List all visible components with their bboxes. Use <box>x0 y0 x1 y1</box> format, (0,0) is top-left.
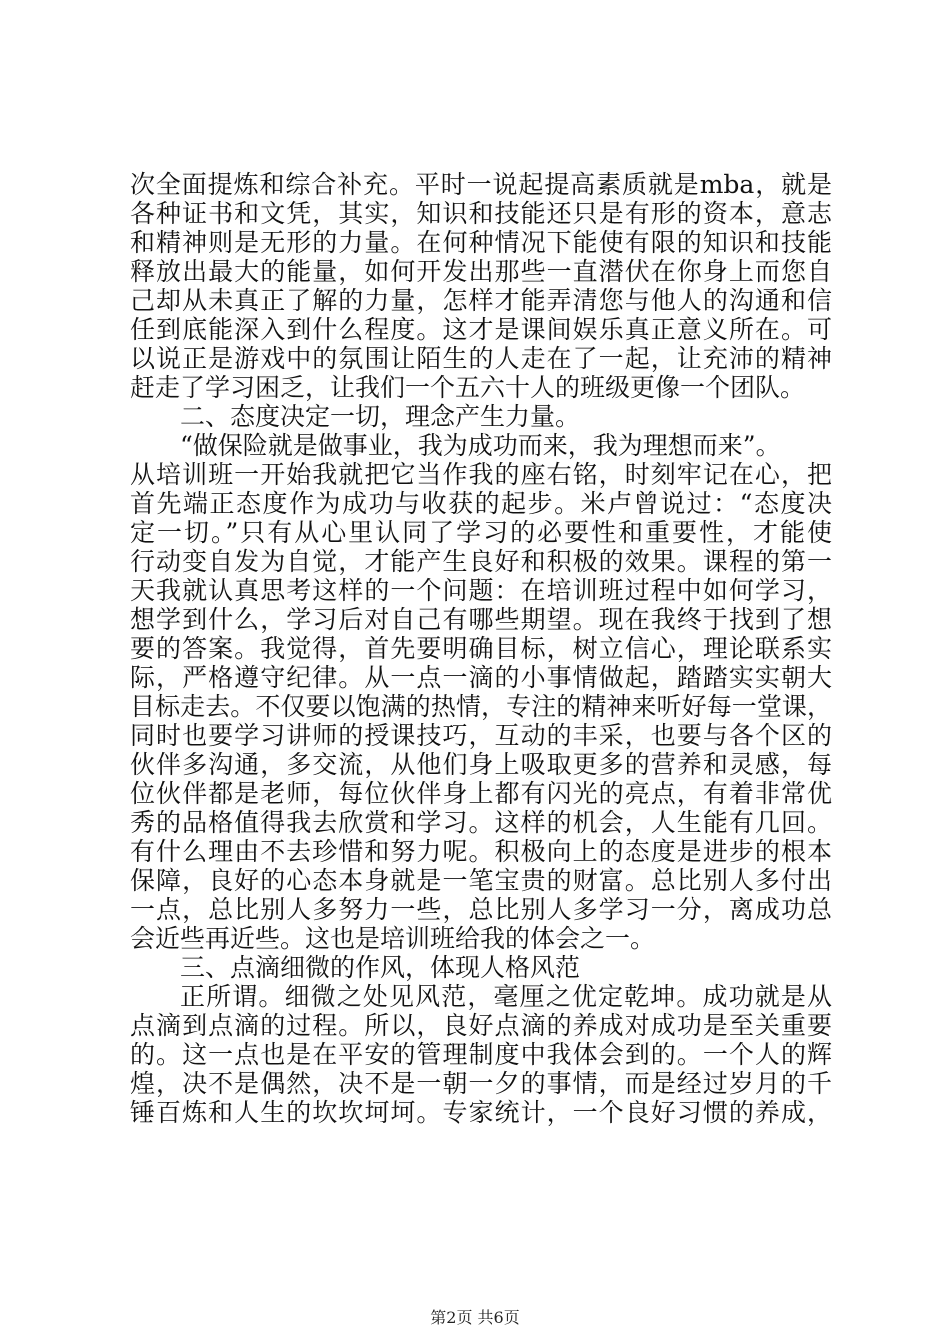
text-line: 次全面提炼和综合补充。平时一说起提高素质就是mba，就是 <box>130 170 832 199</box>
text-line: 的。这一点也是在平安的管理制度中我体会到的。一个人的辉 <box>130 1040 832 1069</box>
text-line: 秀的品格值得我去欣赏和学习。这样的机会，人生能有几回。 <box>130 808 832 837</box>
text-line: 正所谓。细微之处见风范，毫厘之优定乾坤。成功就是从 <box>180 982 832 1011</box>
section-heading: 二、态度决定一切，理念产生力量。 <box>180 402 581 431</box>
text-line: 从培训班一开始我就把它当作我的座右铭，时刻牢记在心，把 <box>130 460 832 489</box>
text-line: 想学到什么，学习后对自己有哪些期望。现在我终于找到了想 <box>130 605 832 634</box>
text-line: 保障，良好的心态本身就是一笔宝贵的财富。总比别人多付出 <box>130 866 832 895</box>
text-line: 位伙伴都是老师，每位伙伴身上都有闪光的亮点，有着非常优 <box>130 779 832 808</box>
text-line: 点滴到点滴的过程。所以，良好点滴的养成对成功是至关重要 <box>130 1011 832 1040</box>
text-line: 同时也要学习讲师的授课技巧，互动的丰采，也要与各个区的 <box>130 721 832 750</box>
section-heading: 三、点滴细微的作风，体现人格风范 <box>180 953 581 982</box>
text-line: 伙伴多沟通，多交流，从他们身上吸取更多的营养和灵感，每 <box>130 750 832 779</box>
text-line: 赶走了学习困乏，让我们一个五六十人的班级更像一个团队。 <box>130 373 806 402</box>
text-line: 释放出最大的能量，如何开发出那些一直潜伏在你身上而您自 <box>130 257 832 286</box>
document-body <box>130 170 832 1127</box>
text-line: 以说正是游戏中的氛围让陌生的人走在了一起，让充沛的精神 <box>130 344 832 373</box>
text-line: 一点，总比别人多努力一些，总比别人多学习一分，离成功总 <box>130 895 832 924</box>
text-line: 任到底能深入到什么程度。这才是课间娱乐真正意义所在。可 <box>130 315 832 344</box>
text-line: 己却从未真正了解的力量，怎样才能弄清您与他人的沟通和信 <box>130 286 832 315</box>
text-line: 有什么理由不去珍惜和努力呢。积极向上的态度是进步的根本 <box>130 837 832 866</box>
text-line: 行动变自发为自觉，才能产生良好和积极的效果。课程的第一 <box>130 547 832 576</box>
text-line: “做保险就是做事业，我为成功而来，我为理想而来”。 <box>180 431 781 460</box>
text-line: 锤百炼和人生的坎坎坷坷。专家统计，一个良好习惯的养成， <box>130 1098 832 1127</box>
text-line: 各种证书和文凭，其实，知识和技能还只是有形的资本，意志 <box>130 199 832 228</box>
text-line: 和精神则是无形的力量。在何种情况下能使有限的知识和技能 <box>130 228 832 257</box>
text-line: 目标走去。不仅要以饱满的热情，专注的精神来听好每一堂课， <box>130 692 832 721</box>
text-line: 要的答案。我觉得，首先要明确目标，树立信心，理论联系实 <box>130 634 832 663</box>
text-line: 首先端正态度作为成功与收获的起步。米卢曾说过：“态度决 <box>130 489 832 518</box>
text-line: 天我就认真思考这样的一个问题：在培训班过程中如何学习， <box>130 576 832 605</box>
page-number: 第2页 共6页 <box>430 1308 520 1327</box>
text-line: 际，严格遵守纪律。从一点一滴的小事情做起，踏踏实实朝大 <box>130 663 832 692</box>
text-line: 煌，决不是偶然，决不是一朝一夕的事情，而是经过岁月的千 <box>130 1069 832 1098</box>
text-line: 会近些再近些。这也是培训班给我的体会之一。 <box>130 924 656 953</box>
text-line: 定一切。”只有从心里认同了学习的必要性和重要性，才能使 <box>130 518 832 547</box>
